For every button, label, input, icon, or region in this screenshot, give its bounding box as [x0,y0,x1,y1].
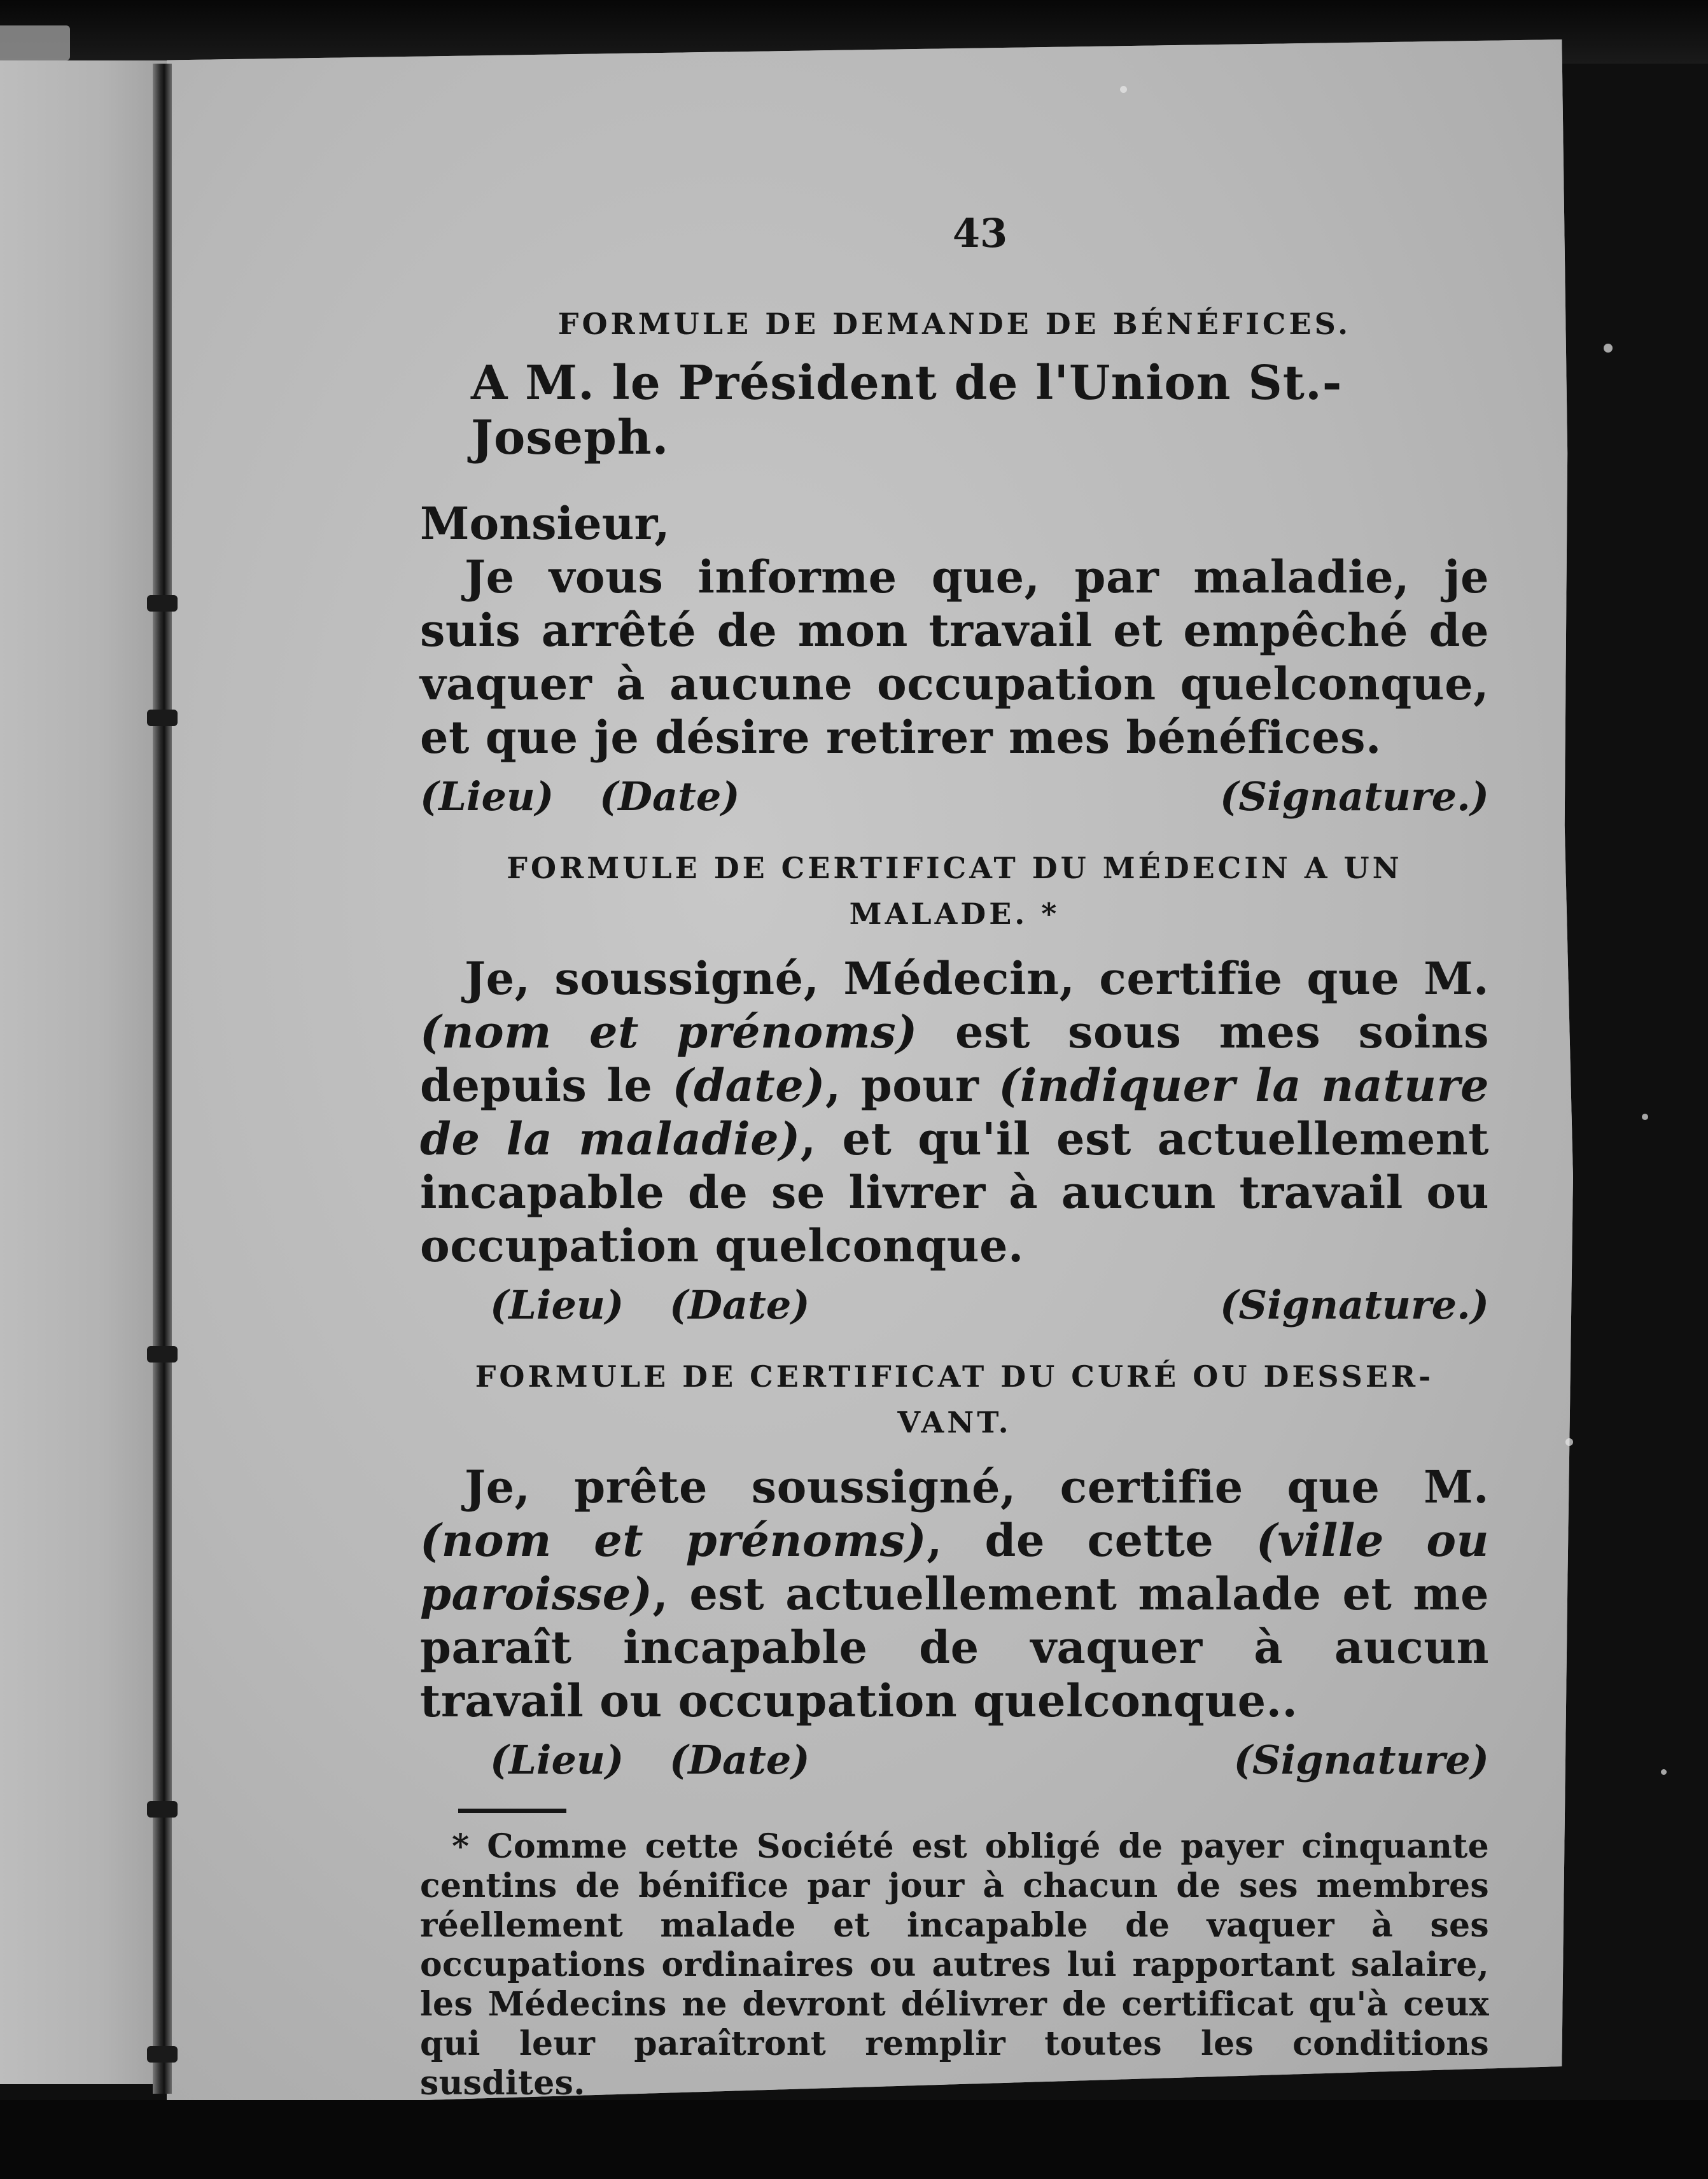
form-body [420,550,1489,764]
date-field: (Date) [669,1737,810,1783]
book-gutter [153,64,172,2094]
footnote-text: * Comme cette Société est obligé de payer cinquante centins de bénifice par jour à chacun de ses membres réellement malade et incapable de vaquer à ses occupations ordinaires ou autres lui rapportant salaire, les Médecins ne devront délivrer de certificat qu'à ceux qui leur paraîtront remplir toutes les conditions susdites. [420,1827,1489,2103]
footnote [420,1827,1489,2103]
place-field: (Lieu) [490,1737,624,1783]
dust-speck [1120,86,1127,93]
form-body-text: , et qu'il est actuellement incapable de se livrer à aucun travail ou occupation quelconque. [420,1112,1489,1272]
page-text [420,210,1489,2103]
form-body-text: est sous mes soins depuis le [420,1005,1490,1112]
form-body-text: , est actuellement malade et me paraît incapable de vaquer à aucun travail ou occupation quelconque.. [420,1567,1489,1727]
signature-field: (Signature.) [1219,1282,1489,1328]
section-heading [420,1354,1489,1445]
binding-stitch [147,1801,178,1818]
form-body [420,952,1489,1273]
left-page-margin [0,60,172,2084]
signature-field: (Signature) [1233,1737,1489,1783]
date-field: (Date) [599,773,740,820]
signature-row [420,1282,1489,1328]
placeholder-date: (date) [672,1059,825,1112]
addressee: A M. le Président de l'Union St.-Joseph. [471,356,1343,465]
doctor-certificate-form [420,845,1489,1328]
heading-line: VANT. [897,1405,1012,1440]
heading-line: FORMULE DE CERTIFICAT DU MÉDECIN A UN [507,851,1403,885]
placeholder-name: (nom et prénoms) [420,1005,918,1058]
place-field: (Lieu) [490,1282,624,1328]
signature-row [420,773,1489,820]
priest-certificate-form [420,1354,1489,1783]
dust-speck [1604,344,1613,353]
signature-field: (Signature.) [1219,773,1489,820]
place-field: (Lieu) [420,773,554,820]
binding-stitch [147,1346,178,1363]
section-heading [420,845,1489,937]
footnote-rule [458,1809,566,1813]
placeholder-name: (nom et prénoms) [420,1514,927,1567]
dust-speck [1565,1438,1573,1446]
binding-stitch [147,710,178,726]
binding-stitch [147,2046,178,2063]
heading-line: FORMULE DE CERTIFICAT DU CURÉ OU DESSER- [475,1359,1434,1394]
form-body [420,1461,1489,1728]
binding-stitch [147,595,178,612]
form-body-text: Je, soussigné, Médecin, certifie que M. [465,952,1489,1005]
form-body-text: , pour [825,1059,999,1112]
form-body-text: Je, prête soussigné, certifie que M. [465,1461,1489,1513]
benefit-request-form [420,301,1489,820]
section-heading [420,301,1489,347]
salutation: Monsieur, [420,497,670,550]
dust-speck [1642,1114,1648,1120]
placeholder-parish: (ville ou paroisse) [420,1514,1490,1620]
dust-speck [1661,1769,1667,1775]
placeholder-illness: (indiquer la nature de la maladie) [420,1059,1489,1165]
page-number: 43 [952,210,1008,256]
form-body-text: , de cette [927,1514,1256,1567]
form-body-text: Je vous informe que, par maladie, je suis arrêté de mon travail et empêché de vaquer à aucune occupation quelconque, et que je désire retirer mes bénéfices. [420,550,1489,764]
heading-line: FORMULE DE DEMANDE DE BÉNÉFICES. [557,307,1352,341]
signature-row [420,1737,1489,1783]
scan-bottom-edge [0,2100,1708,2179]
heading-line: MALADE. * [849,897,1060,931]
date-field: (Date) [669,1282,810,1328]
